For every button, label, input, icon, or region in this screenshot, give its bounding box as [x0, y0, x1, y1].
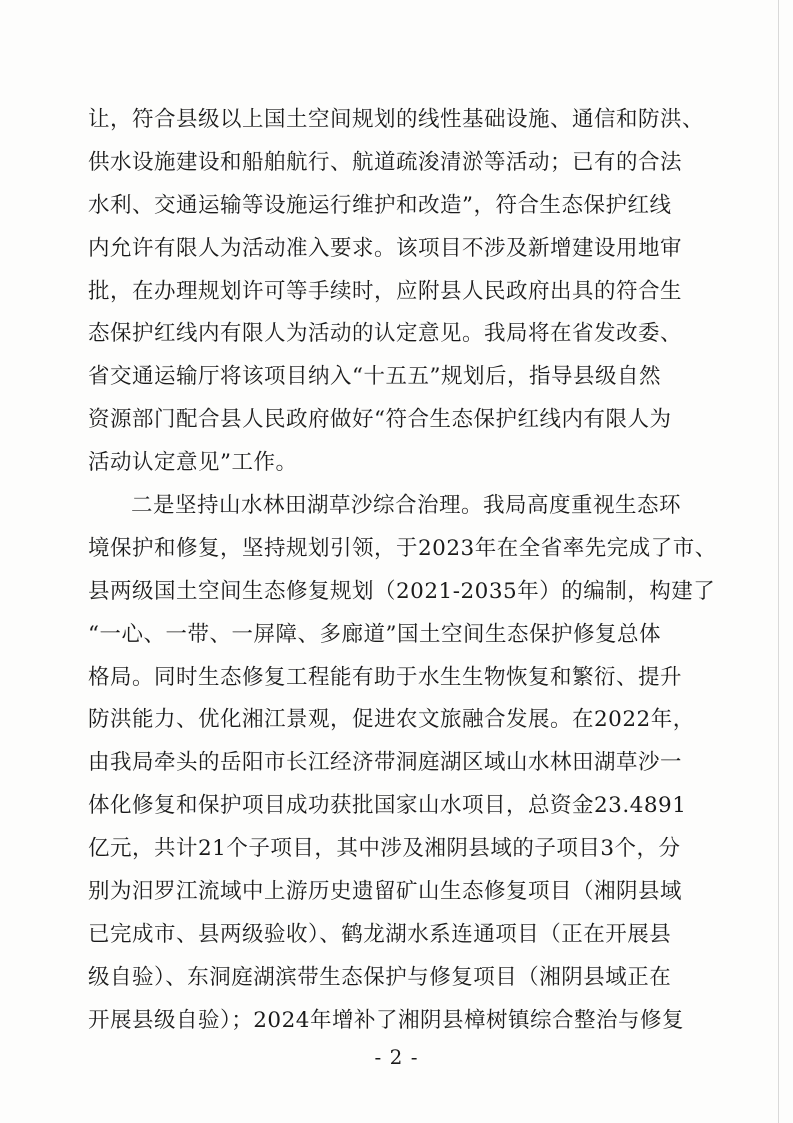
text-line-12: 县两级国土空间生态修复规划（2021-2035年）的编制，构建了 — [88, 578, 716, 604]
text-line-17: 体化修复和保护项目成功获批国家山水项目，总资金23.4891 — [88, 793, 687, 819]
scan-edge-line — [778, 0, 779, 1123]
text-line-22: 开展县级自验）；2024年增补了湘阴县樟树镇综合整治与修复 — [88, 1007, 684, 1033]
text-line-4: 内允许有限人为活动准入要求。该项目不涉及新增建设用地审 — [88, 235, 683, 261]
text-line-20: 已完成市、县两级验收）、鹤龙湖水系连通项目（正在开展县 — [88, 921, 672, 947]
page-number: - 2 - — [374, 1045, 419, 1069]
text-line-15: 防洪能力、优化湘江景观，促进农文旅融合发展。在2022年， — [88, 707, 695, 733]
text-line-3: 水利、交通运输等设施运行维护和改造”，符合生态保护红线 — [88, 192, 672, 218]
text-line-14: 格局。同时生态修复工程能有助于水生生物恢复和繁衍、提升 — [88, 664, 683, 690]
text-line-1: 让，符合县级以上国土空间规划的线性基础设施、通信和防洪、 — [88, 107, 705, 132]
text-line-18: 亿元，共计21个子项目，其中涉及湘阴县域的子项目3个，分 — [88, 836, 681, 862]
text-line-5: 批，在办理规划许可等手续时，应附县人民政府出具的符合生 — [88, 278, 683, 304]
text-line-2: 供水设施建设和船舶航行、航道疏浚清淤等活动；已有的合法 — [88, 149, 683, 175]
text-line-19: 别为汨罗江流域中上游历史遗留矿山生态修复项目（湘阴县域 — [88, 879, 683, 905]
text-line-21: 级自验）、东洞庭湖滨带生态保护与修复项目（湘阴县域正在 — [88, 964, 672, 990]
paragraph-2-line-1: 二是坚持山水林田湖草沙综合治理。我局高度重视生态环 — [131, 493, 682, 519]
body-text — [88, 106, 717, 1050]
text-line-6: 态保护红线内有限人为活动的认定意见。我局将在省发改委、 — [88, 321, 683, 347]
text-line-16: 由我局牵头的岳阳市长江经济带洞庭湖区域山水林田湖草沙一 — [88, 750, 683, 776]
text-line-13: “一心、一带、一屏障、多廊道”国土空间生态保护修复总体 — [88, 621, 661, 647]
text-line-11: 境保护和修复，坚持规划引领，于2023年在全省率先完成了市、 — [88, 535, 717, 561]
text-line-7: 省交通运输厅将该项目纳入“十五五”规划后，指导县级自然 — [88, 364, 661, 390]
text-line-9: 活动认定意见”工作。 — [88, 450, 298, 476]
text-line-8: 资源部门配合县人民政府做好“符合生态保护红线内有限人为 — [88, 407, 672, 433]
